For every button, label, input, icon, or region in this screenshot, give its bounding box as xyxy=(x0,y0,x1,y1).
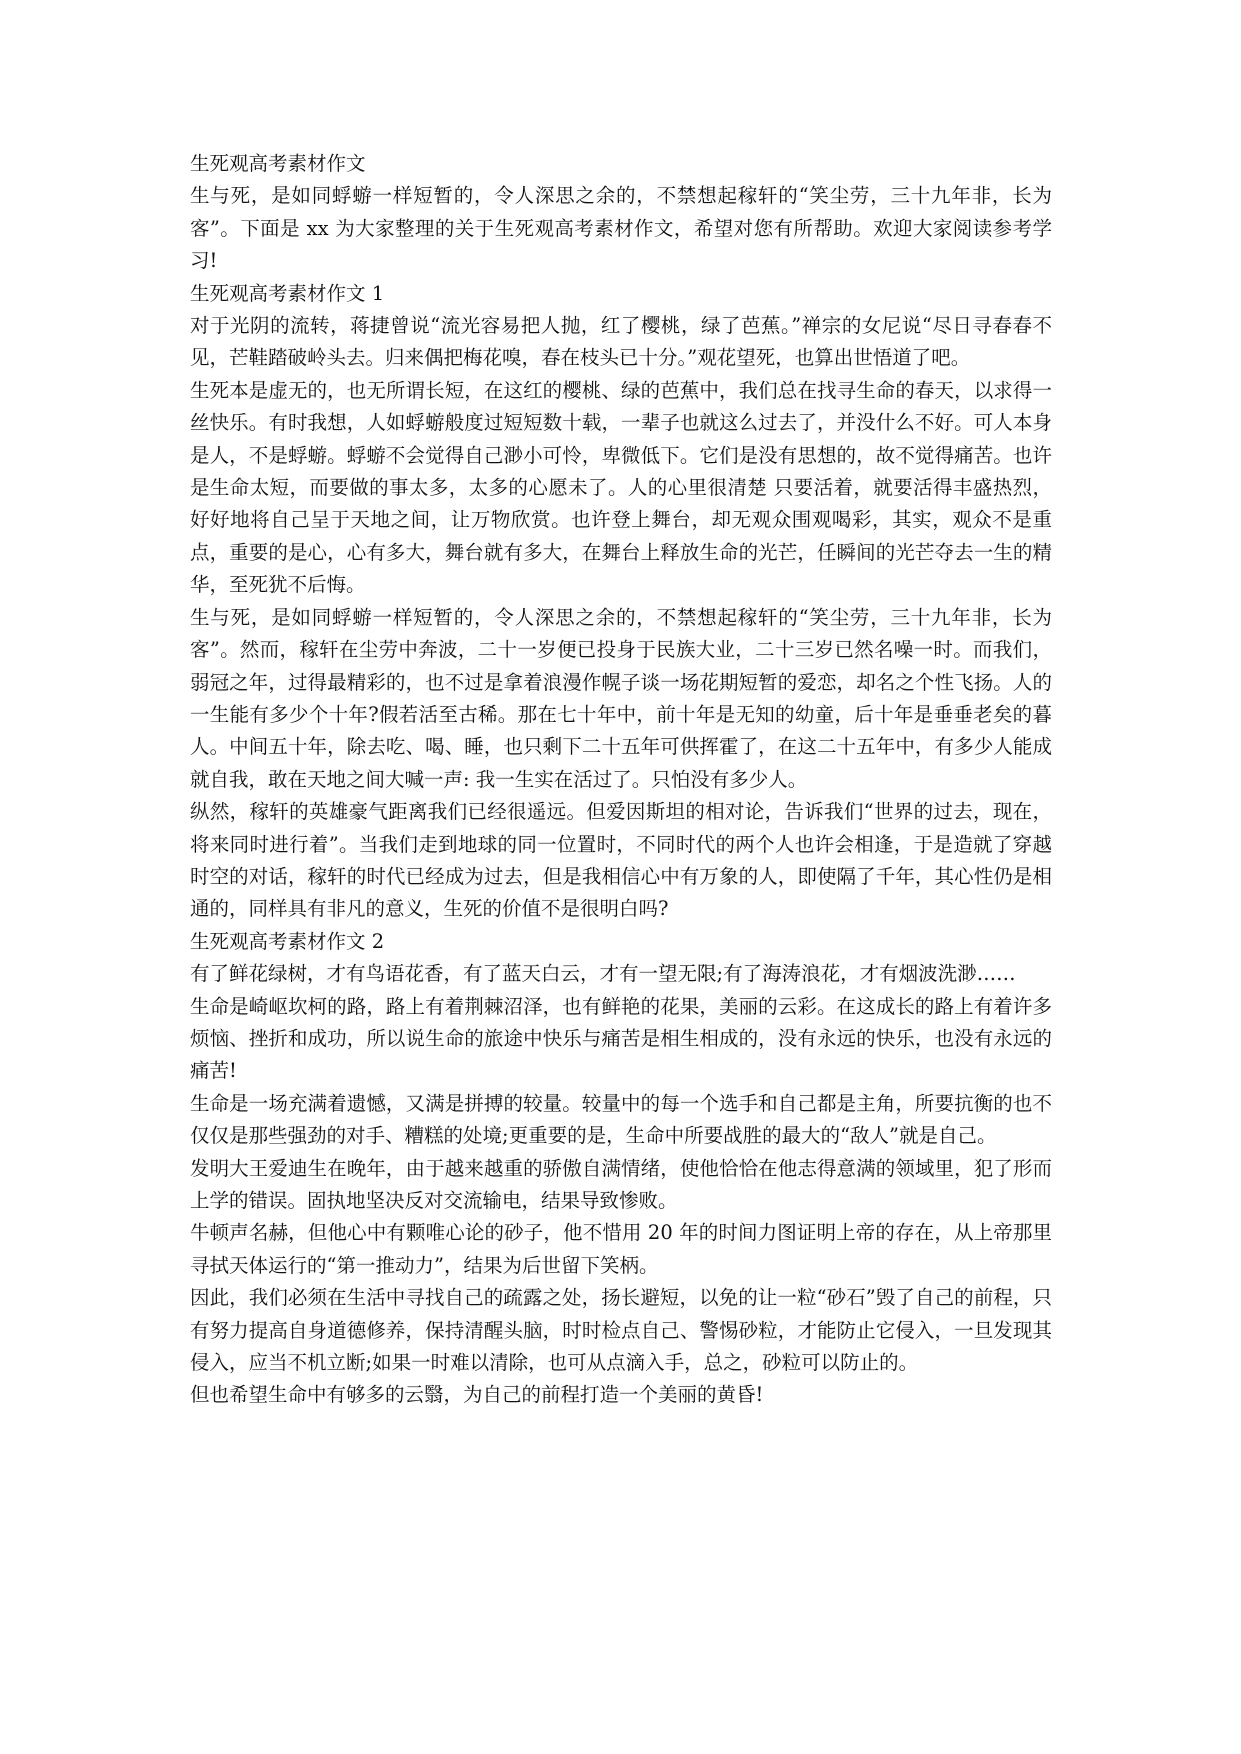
document-title: 生死观高考素材作文 xyxy=(190,152,366,175)
intro-paragraph: 生与死，是如同蜉蝣一样短暂的，令人深思之余的，不禁想起稼轩的“笑尘劳，三十九年非，长为客”。下面是 xx 为大家整理的关于生死观高考素材作文，希望对您有所帮助。欢迎大家阅读参考学习! xyxy=(190,184,1052,273)
essay-2-paragraph: 牛顿声名赫，但他心中有颗唯心论的砂子，他不惜用 20 年的时间力图证明上帝的存在，从上帝那里寻拭天体运行的“第一推动力”，结果为后世留下笑柄。 xyxy=(190,1221,1052,1277)
essay-2-paragraph: 生命是崎岖坎柯的路，路上有着荆棘沼泽，也有鲜艳的花果，美丽的云彩。在这成长的路上有着许多烦恼、挫折和成功，所以说生命的旅途中快乐与痛苦是相生相成的，没有永远的快乐，也没有永远的痛苦! xyxy=(190,994,1052,1083)
document-page xyxy=(190,148,1052,1412)
essay-2-paragraph: 生命是一场充满着遗憾，又满是拼搏的较量。较量中的每一个选手和自己都是主角，所要抗衡的也不仅仅是那些强劲的对手、糟糕的处境;更重要的是，生命中所要战胜的最大的“敌人”就是自己。 xyxy=(190,1091,1052,1148)
essay-2-paragraph: 因此，我们必须在生活中寻找自己的疏露之处，扬长避短，以免的让一粒“砂石”毁了自己的前程，只有努力提高自身道德修养，保持清醒头脑，时时检点自己、警惕砂粒，才能防止它侵入，一旦发现其侵入，应当不机立断;如果一时难以清除，也可从点滴入手，总之，砂粒可以防止的。 xyxy=(190,1286,1052,1375)
essay-2-paragraph: 但也希望生命中有够多的云翳，为自己的前程打造一个美丽的黄昏! xyxy=(190,1383,764,1407)
essay-1-heading: 生死观高考素材作文 1 xyxy=(190,281,385,305)
essay-2-paragraph: 发明大王爱迪生在晚年，由于越来越重的骄傲自满情绪，使他恰恰在他志得意满的领域里，犯了形而上学的错误。固执地坚决反对交流输电，结果导致惨败。 xyxy=(190,1156,1052,1212)
essay-1-paragraph: 对于光阴的流转，蒋捷曾说“流光容易把人抛，红了樱桃，绿了芭蕉。”禅宗的女尼说“尽日寻春春不见，芒鞋踏破岭头去。归来偶把梅花嗅，春在枝头已十分。”观花望死，也算出世悟道了吧。 xyxy=(190,314,1052,370)
essay-1-paragraph: 生与死，是如同蜉蝣一样短暂的，令人深思之余的，不禁想起稼轩的“笑尘劳，三十九年非，长为客”。然而，稼轩在尘劳中奔波，二十一岁便已投身于民族大业，二十三岁已然名噪一时。而我们，弱冠之年，过得最精彩的，也不过是拿着浪漫作幌子谈一场花期短暂的爱恋，却名之个性飞扬。人的一生能有多少个十年?假若活至古稀。那在七十年中，前十年是无知的幼童，后十年是垂垂老矣的暮人。中间五十年，除去吃、喝、睡，也只剩下二十五年可供挥霍了，在这二十五年中，有多少人能成就自我，敢在天地之间大喊一声: 我一生实在活过了。只怕没有多少人。 xyxy=(190,605,1052,791)
essay-1-paragraph: 纵然，稼轩的英雄豪气距离我们已经很遥远。但爱因斯坦的相对论，告诉我们“世界的过去，现在，将来同时进行着”。当我们走到地球的同一位置时，不同时代的两个人也许会相逢，于是造就了穿越时空的对话，稼轩的时代已经成为过去，但是我相信心中有万象的人，即使隔了千年，其心性仍是相通的，同样具有非凡的意义，生死的价值不是很明白吗? xyxy=(190,800,1052,921)
essay-2-paragraph: 有了鲜花绿树，才有鸟语花香，有了蓝天白云，才有一望无限;有了海涛浪花，才有烟波洗渺…… xyxy=(190,962,1016,986)
essay-1-paragraph: 生死本是虚无的，也无所谓长短，在这红的樱桃、绿的芭蕉中，我们总在找寻生命的春天，以求得一丝快乐。有时我想，人如蜉蝣般度过短短数十载，一辈子也就这么过去了，并没什么不好。可人本身是人，不是蜉蝣。蜉蝣不会觉得自己渺小可怜，卑微低下。它们是没有思想的，故不觉得痛苦。也许是生命太短，而要做的事太多，太多的心愿未了。人的心里很清楚 只要活着，就要活得丰盛热烈，好好地将自己呈于天地之间，让万物欣赏。也许登上舞台，却无观众围观喝彩，其实，观众不是重点，重要的是心，心有多大，舞台就有多大，在舞台上释放生命的光芒，任瞬间的光芒夺去一生的精华，至死犹不后悔。 xyxy=(190,378,1052,597)
essay-2-heading: 生死观高考素材作文 2 xyxy=(190,929,385,953)
